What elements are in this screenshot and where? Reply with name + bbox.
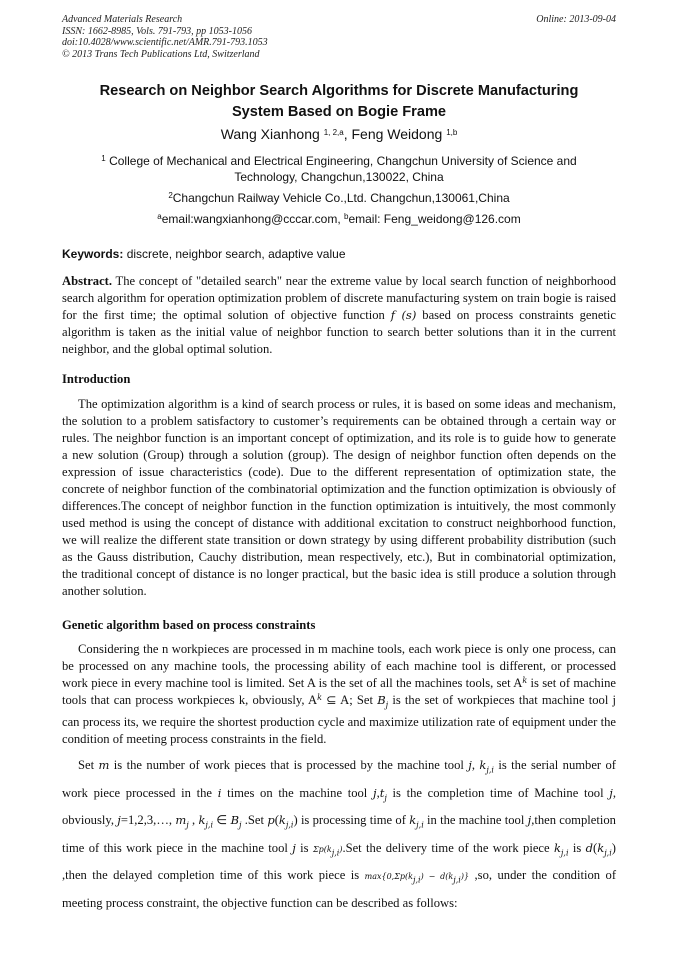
sub-ji: j,i bbox=[486, 765, 494, 775]
genetic-p1-text-b: is set of machine tools that can process workpieces k, obviously, A bbox=[62, 676, 616, 707]
symbol-d: d bbox=[585, 840, 594, 855]
sub-j-m: j bbox=[186, 820, 189, 830]
author-2-affil: 1,b bbox=[446, 128, 458, 137]
symbol-k-7: k bbox=[597, 840, 605, 855]
journal-header bbox=[62, 14, 616, 60]
affiliation-1-line-2: Technology, Changchun,130022, China bbox=[234, 170, 444, 184]
p2-e: is the completion time of Machine tool bbox=[386, 785, 610, 800]
p2-f: , obviously, bbox=[62, 785, 616, 828]
genetic-paragraph-1 bbox=[62, 641, 616, 748]
genetic-p1-text-c: ⊆ A; Set bbox=[321, 693, 378, 707]
sum-symbol: Σ bbox=[312, 844, 319, 854]
symbol-k-2: k bbox=[198, 813, 206, 828]
symbol-j-3: j bbox=[609, 785, 613, 800]
copyright-line: © 2013 Trans Tech Publications Ltd, Switzerland bbox=[62, 48, 260, 60]
affiliation-1 bbox=[62, 153, 616, 185]
objective-function-symbol: f (s) bbox=[390, 308, 417, 322]
paper-title bbox=[62, 81, 616, 123]
introduction-text: The optimization algorithm is a kind of search process or rules, it is based on some ideas and mechanism, the solution to a problem satisfactory to customer’s requirements can be obtained through a certain way or rules. The neighbor function is an important concept of optimization, and its role is to guide how to generate a new solution (Group) through a solution (group). The design of neighbor function often depends on the expression of issue characteristics (code). Due to the different representation of optimization state, the concrete of neighbor function of the combinatorial optimization and the function optimization is obviously of differences.The concept of neighbor function in the function optimization is intuitively, the most commonly used method is using the concept of distance with additional excitation to construct neighborhood function, we will realize the different state transition or down strategy by using different probability distribution (such as the Gauss distribution, Cauchy distribution, mean respectively, etc.), But in combinatorial optimization, the traditional concept of distance is no longer practical, but the basic idea is still produce a solution through another solution. bbox=[62, 397, 616, 598]
doi-line: doi:10.4028/www.scientific.net/AMR.791-793.1053 bbox=[62, 37, 268, 48]
p2-d: times on the machine tool bbox=[221, 785, 373, 800]
p2-i2: in the machine tool bbox=[423, 813, 528, 828]
symbol-k-4: k bbox=[409, 813, 417, 828]
online-date: Online: 2013-09-04 bbox=[536, 14, 616, 25]
affiliation-2-text: Changchun Railway Vehicle Co.,Ltd. Changchun,130061,China bbox=[172, 191, 510, 205]
sup-k: k bbox=[522, 676, 528, 685]
email-a: email:wangxianhong@cccar.com, bbox=[161, 212, 344, 226]
abstract bbox=[62, 273, 616, 358]
keywords-text: discrete, neighbor search, adaptive value bbox=[123, 247, 346, 261]
symbol-j: j bbox=[468, 758, 472, 772]
p2-c: is the serial number of work piece processed in the bbox=[62, 758, 617, 800]
affiliation-2-marker: 2 bbox=[168, 191, 173, 200]
sub-ji-4: j,i bbox=[416, 820, 424, 830]
p2-b: is the number of work pieces that is processed by the machine tool bbox=[109, 758, 469, 772]
symbol-mj: m bbox=[175, 813, 187, 828]
abstract-text-1: The concept of "detailed search" near the extreme value by local search function of neighborhood search algorithm for operation optimization problem of discrete manufacturing system on train bogie is raised for the first time; the optimal solution of objective function bbox=[62, 274, 616, 322]
symbol-k: k bbox=[479, 758, 487, 772]
sub-ji-7: j,i bbox=[604, 848, 612, 858]
keywords bbox=[62, 247, 616, 261]
symbol-t: t bbox=[379, 785, 385, 800]
issn-line: ISSN: 1662-8985, Vols. 791-793, pp 1053-1056 bbox=[62, 25, 252, 37]
symbol-j-4: j bbox=[117, 813, 121, 828]
title-line-1: Research on Neighbor Search Algorithms for Discrete Manufacturing bbox=[99, 83, 579, 99]
abstract-text-2: based on process constraints genetic algorithm is taken as the initial value of neighbor function to search better solutions than it in the current neighbor, and the global optimal solution. bbox=[62, 308, 617, 356]
sub-ji-8: j,i bbox=[412, 875, 421, 885]
max-expr: max{0, bbox=[364, 872, 395, 882]
p2-l: .Set the delivery time of the work piece bbox=[342, 840, 554, 855]
affiliation-1-marker: 1 bbox=[101, 154, 106, 163]
keywords-label: Keywords: bbox=[62, 247, 124, 261]
sub-ji-6: j,i bbox=[560, 848, 569, 858]
p2-j: ,then completion time of this work piece in the machine tool bbox=[62, 813, 616, 855]
symbol-j-6: j bbox=[292, 840, 296, 855]
email-line bbox=[62, 211, 616, 227]
symbol-B-2: B bbox=[230, 813, 240, 828]
author-line bbox=[62, 126, 616, 142]
affiliation-1-line-1: College of Mechanical and Electrical Engineering, Changchun University of Science and bbox=[109, 154, 577, 168]
p2-set: .Set bbox=[241, 813, 268, 828]
sub-j-t: j bbox=[384, 793, 387, 803]
journal-name: Advanced Materials Research bbox=[62, 14, 183, 25]
genetic-paragraph-2: Set m is the number of work pieces that is processed by the machine tool j, $k_{j,i}$ is the serial number of work piece processed in the i times on the machine tool $j,t_j$ is the completion time of Machine tool j, obviously, j=1,2,3,…, $m_j$ , $k_{j,i}$ ∈ $B_j$ .Set $p(k_{j,i})$ is processing time of $k_{j,i}$ in the machine tool j,then completion time of this work piece in the machine tool j is $\Sigma p(k_{j,i}).Set$ the delivery time of the work piece $k_{j,i}$ is $d(k_{j,i})$ ,then the delayed completion time of this work piece is $\max\{0,\Sigma p(k_{j,i}) - d(k_{j,i})\}$ ,so, under the condition of meeting process constraint, the objective function can be described as follows: bbox=[62, 758, 617, 910]
symbol-k-5: k bbox=[326, 844, 332, 854]
sum-symbol-2: Σ bbox=[394, 872, 400, 882]
symbol-B: B bbox=[377, 693, 386, 707]
p2-k: is bbox=[295, 840, 313, 855]
section-heading-genetic: Genetic algorithm based on process constraints bbox=[62, 618, 316, 632]
sub-ji-9: j,i bbox=[453, 875, 461, 885]
p2-h: is processing time of bbox=[297, 813, 410, 828]
introduction-paragraph bbox=[62, 396, 616, 600]
genetic-p1-text-a: Considering the n workpieces are processed in m machine tools, each work piece is only one process, can be processed on any machine tools, the processing ability of each machine tool is different, or processed work piece in every machine tool is limited. Set A is the set of all the machines tools, set A bbox=[62, 642, 616, 690]
symbol-p-2: p bbox=[318, 844, 324, 854]
symbol-j-2: j bbox=[373, 785, 377, 800]
email-b: email: Feng_weidong@126.com bbox=[348, 212, 521, 226]
p2-n: ,then the delayed completion time of this work piece is bbox=[62, 868, 365, 883]
sup-k-2: k bbox=[317, 693, 322, 702]
author-1: Wang Xianhong bbox=[220, 126, 320, 142]
email-b-marker: b bbox=[344, 212, 349, 221]
p2-o: ,so, under the condition of meeting process constraint, the objective function can be described as follows: bbox=[62, 868, 617, 910]
sub-j: j bbox=[385, 700, 389, 710]
symbol-i: i bbox=[217, 785, 222, 800]
sub-ji-5: j,i bbox=[331, 848, 340, 858]
symbol-k-9: k bbox=[448, 872, 454, 882]
sub-ji-3: j,i bbox=[285, 820, 294, 830]
p2-g: =1,2,3,…, bbox=[120, 813, 176, 828]
author-separator: , bbox=[343, 126, 352, 142]
p2-m2: is bbox=[568, 840, 586, 855]
sub-j-B: j bbox=[239, 820, 242, 830]
minus-sign: − bbox=[423, 872, 441, 882]
symbol-in: ∈ bbox=[213, 813, 231, 828]
email-a-marker: a bbox=[157, 212, 162, 221]
affiliation-2 bbox=[62, 190, 616, 206]
symbol-p: p bbox=[267, 813, 275, 828]
title-line-2: System Based on Bogie Frame bbox=[231, 104, 447, 120]
symbol-p-3: p bbox=[399, 872, 405, 882]
max-close: )} bbox=[460, 872, 470, 882]
symbol-k-6: k bbox=[553, 840, 561, 855]
symbol-d-2: d bbox=[440, 872, 446, 882]
section-heading-introduction: Introduction bbox=[62, 372, 131, 386]
symbol-k-8: k bbox=[408, 872, 413, 882]
genetic-p1-text-d: is the set of workpieces that machine tool j can process its, we require the shortest production cycle and maximize utilization rate of equipment under the condition of meeting process constraints in the field. bbox=[62, 693, 616, 746]
p2-a: Set bbox=[78, 758, 99, 772]
author-1-affil: 1, 2,a bbox=[323, 128, 344, 137]
symbol-k-3: k bbox=[278, 813, 286, 828]
symbol-m: m bbox=[98, 758, 110, 772]
abstract-label: Abstract. bbox=[62, 274, 113, 288]
sub-ji-2: j,i bbox=[205, 820, 214, 830]
author-2: Feng Weidong bbox=[351, 126, 443, 142]
symbol-j-5: j bbox=[527, 813, 532, 828]
